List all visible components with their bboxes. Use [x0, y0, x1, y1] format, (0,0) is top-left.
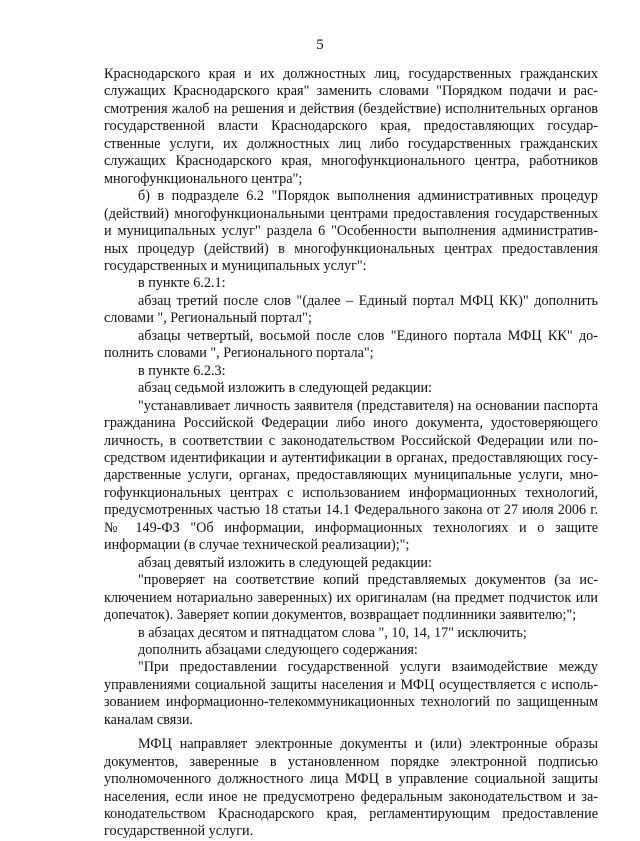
document-body — [104, 66, 598, 841]
paragraph-third-abzac: абзац третий после слов "(далее – Единый портал МФЦ КК)" дополнить словами ", Региональный портал"; — [104, 292, 598, 327]
paragraph-continuation: Краснодарского края и их должностных лиц, государственных гражданских служащих Краснодарского края" заменить словами "Порядком подачи и рассмотрения жалоб на решения и действия (бездействие) исполнительных органов государственной власти Краснодарского края, предоставляющих государственные услуги, их должностных лиц либо государственных гражданских служащих Краснодарского края, многофункционального центра, работников многофункционального центра"; — [104, 66, 598, 187]
paragraph-exclusion: в абзацах десятом и пятнадцатом слова ", 10, 14, 17" исключить; — [138, 624, 527, 641]
page-number: 5 — [316, 37, 324, 53]
paragraph-interaction-quote: "При предоставлении государственной услуги взаимодействие между управлениями социальной защиты населения и МФЦ осуществляется с использованием информационно-телекоммуникационных технологий по защищенным каналам связи. — [104, 659, 598, 728]
paragraph-fourth-eighth-abzac: абзацы четвертый, восьмой после слов "Единого портала МФЦ КК" дополнить словами ", Регионального портала"; — [104, 327, 598, 362]
paragraph-ninth-abzac: абзац девятый изложить в следующей редакции: — [138, 554, 432, 571]
paragraph-item-6-2-3: в пункте 6.2.3: — [138, 362, 226, 379]
paragraph-additional-abzacs: дополнить абзацами следующего содержания: — [138, 641, 418, 658]
paragraph-mfc-electronic-documents: МФЦ направляет электронные документы и (или) электронные образы документов, заверенные в установленном порядке электронной подписью уполномоченного должностного лица МФЦ в управление социальной защиты населения, если иное не предусмотрено федеральным законодательством и законодательством Краснодарского края, регламентирующим предоставление государственной услуги. — [104, 736, 598, 840]
paragraph-verification-quote: "проверяет на соответствие копий представляемых документов (за исключением нотариально заверенных) их оригиналам (на предмет подчисток или допечаток). Заверяет копии документов, возвращает подлинники заявителю;"; — [104, 572, 598, 624]
paragraph-seventh-abzac: абзац седьмой изложить в следующей редакции: — [138, 380, 433, 397]
paragraph-identity-quote: "устанавливает личность заявителя (представителя) на основании паспорта гражданина Российской Федерации либо иного документа, удостоверяющего личность, в соответствии с законодательством Российской Федерации или посредством идентификации и аутентификации в органах, предоставляющих государственные услуги, органах, предоставляющих муниципальные услуги, многофункциональных центрах с использованием информационных технологий, предусмотренных частью 18 статьи 14.1 Федерального закона от 27 июля 2006 г. № 149-ФЗ "Об информации, информационных технологиях и о защите информации (в случае технической реализации);"; — [104, 397, 598, 554]
paragraph-subsection-b: б) в подразделе 6.2 "Порядок выполнения административных процедур (действий) многофункциональными центрами предоставления государственных и муниципальных услуг" раздела 6 "Особенности выполнения административных процедур (действий) в многофункциональных центрах предоставления государственных и муниципальных услуг": — [104, 188, 598, 274]
paragraph-item-6-2-1: в пункте 6.2.1: — [138, 275, 226, 292]
